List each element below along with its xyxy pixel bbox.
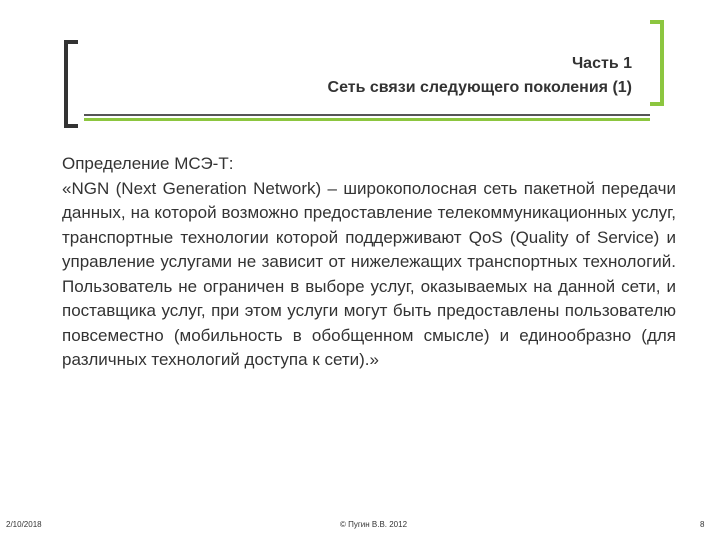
right-bracket-decoration	[650, 20, 664, 106]
footer-date: 2/10/2018	[6, 520, 42, 529]
definition-text: «NGN (Next Generation Network) – широкополосная сеть пакетной передачи данных, на которой возможно предоставление телекоммуникационных услуг, транспортные технологии которой поддерживают QoS (Quality of Service) и управление услугами не зависит от нижележащих транспортных технологий. Пользователь не ограничен в выборе услуг, оказываемых на данной сети, и поставщика услуг, при этом услуги могут быть предоставлены пользователю повсеместно (мобильность в обобщенном смысле) и единообразно (для различных технологий доступа к сети).»	[62, 178, 676, 369]
footer-copyright: © Пугин В.В. 2012	[340, 520, 408, 529]
slide-content	[62, 152, 676, 373]
slide-title	[150, 52, 632, 100]
footer-page-number: 8	[700, 520, 705, 529]
title-part: Часть 1	[571, 55, 632, 72]
definition-label: Определение МСЭ-Т:	[62, 154, 234, 173]
title-main: Сеть связи следующего поколения (1)	[327, 79, 632, 96]
left-bracket-decoration	[64, 40, 78, 128]
title-divider-dark	[84, 114, 650, 116]
title-divider-green	[84, 118, 650, 121]
